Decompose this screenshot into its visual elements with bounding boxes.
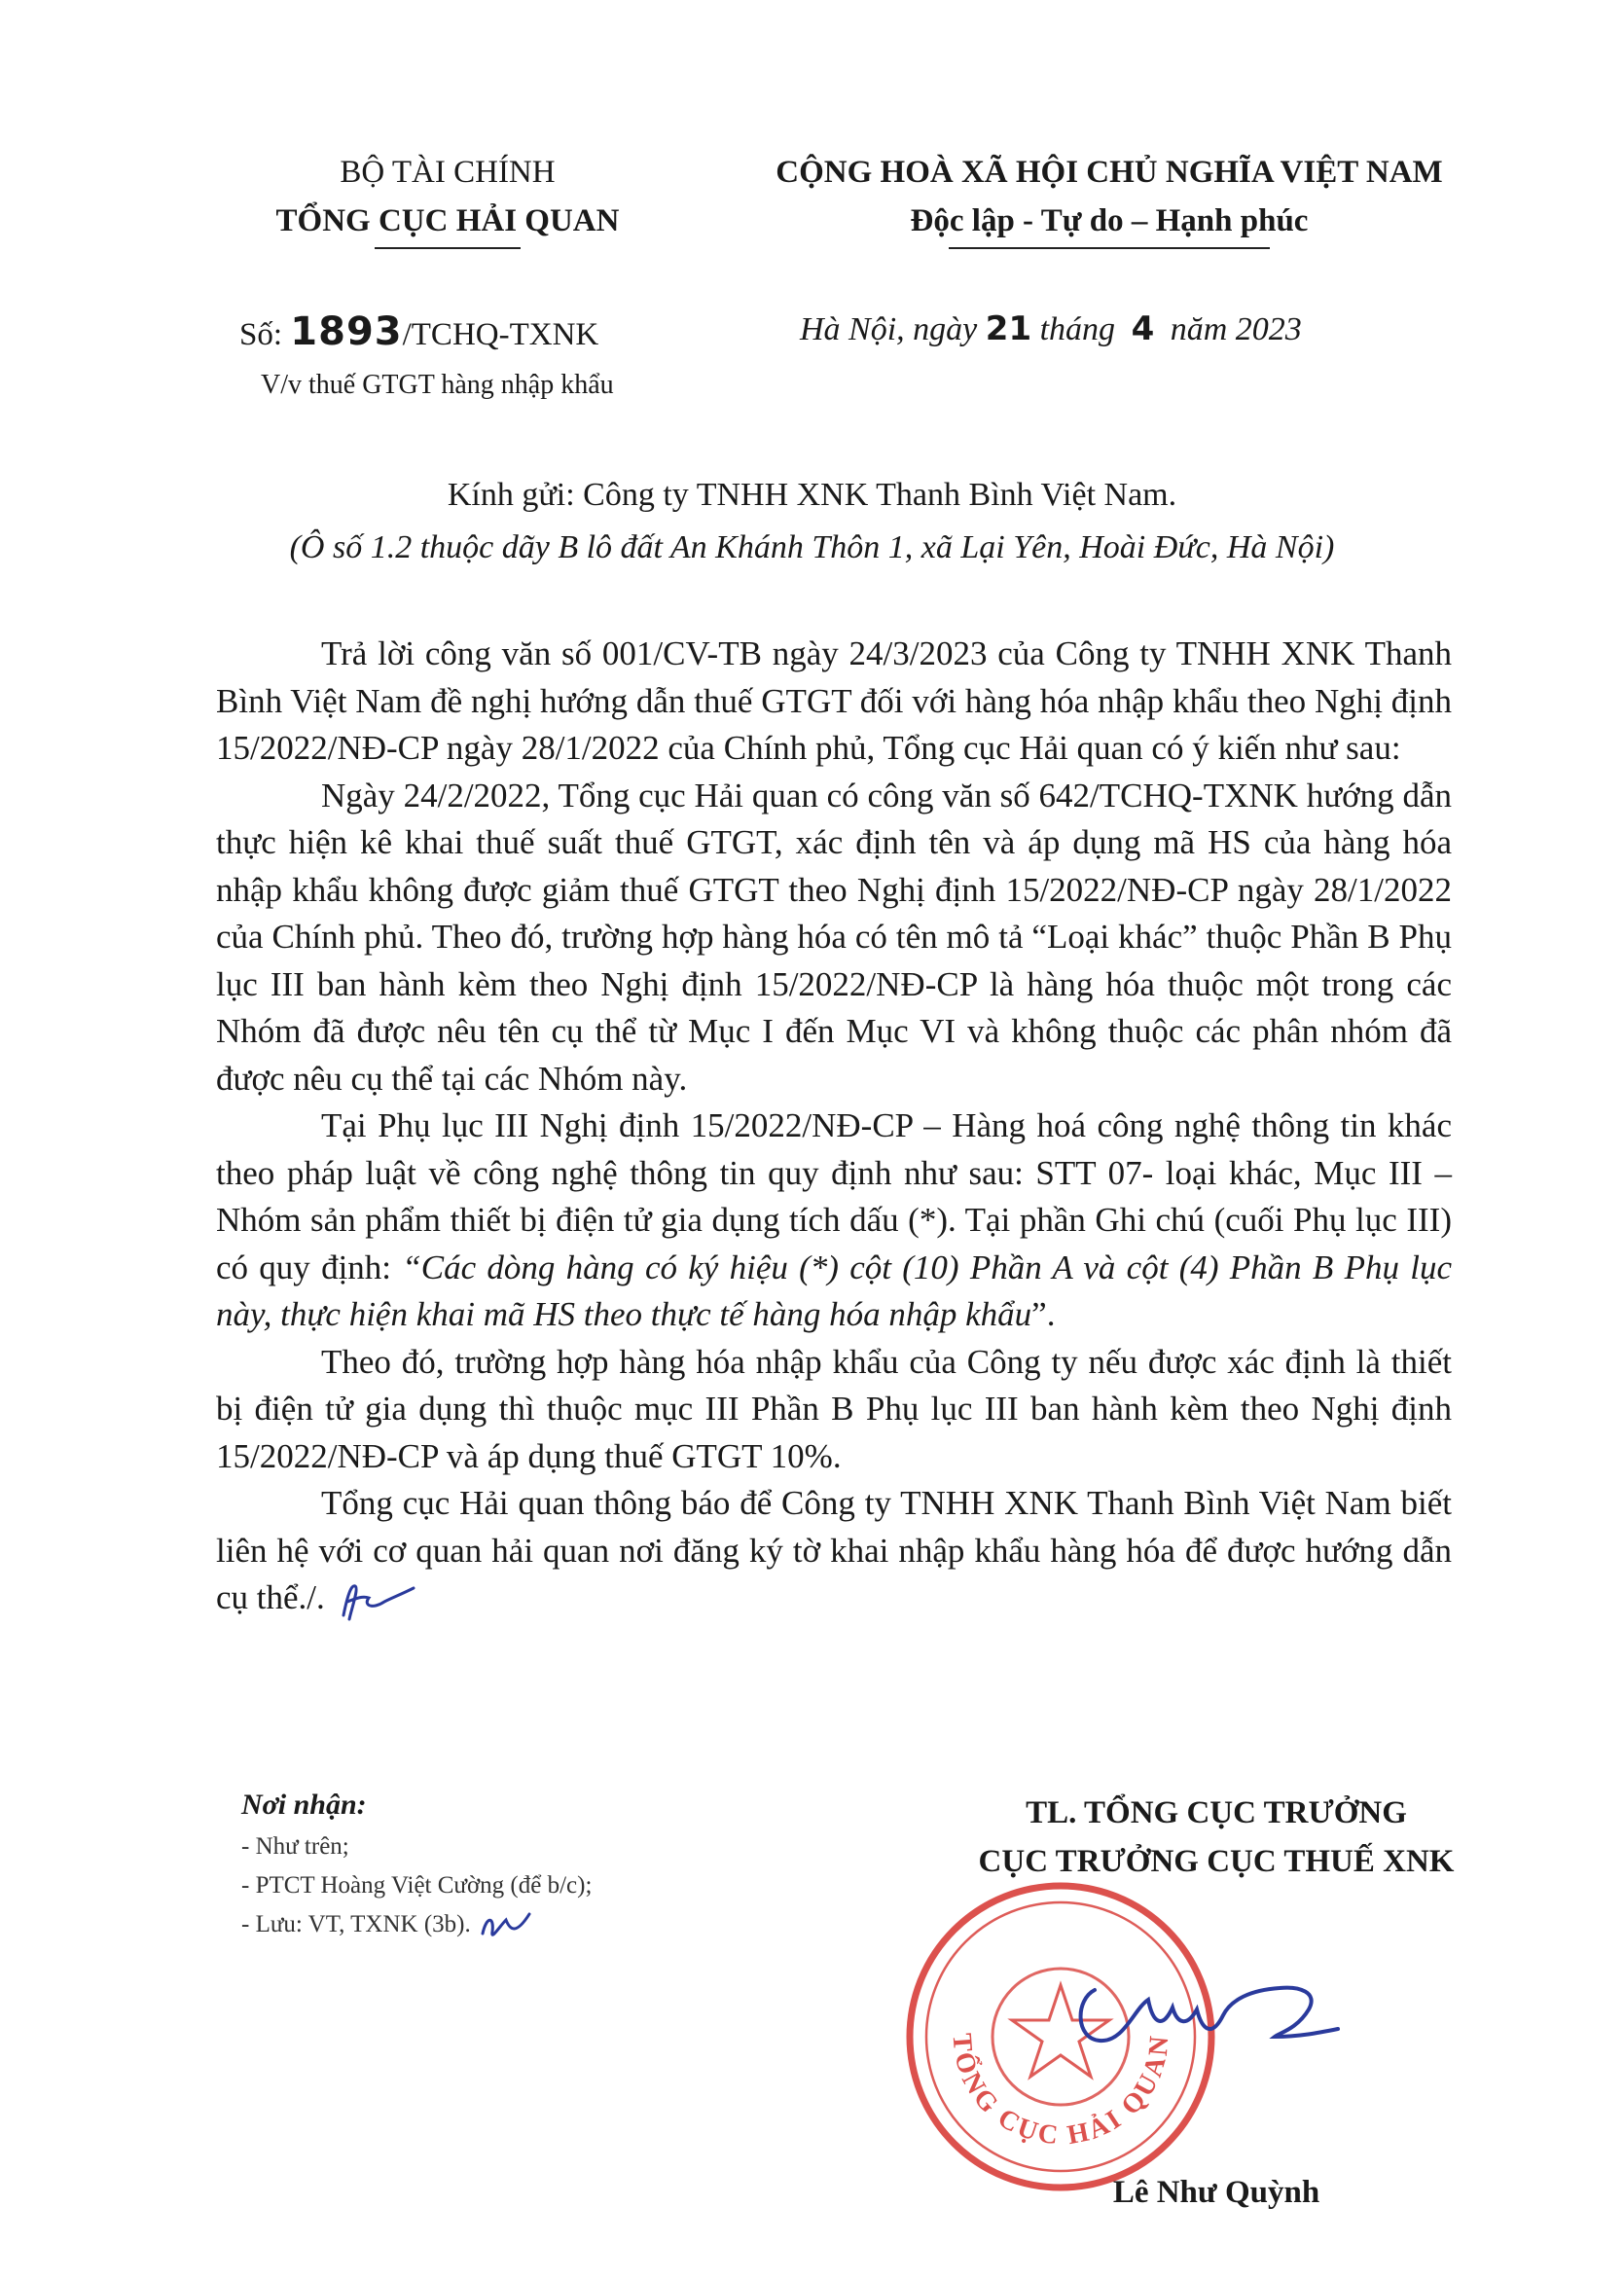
issuer-header bbox=[234, 148, 662, 249]
number-suffix: /TCHQ-TXNK bbox=[402, 317, 599, 352]
document-subject: V/v thuế GTGT hàng nhập khẩu bbox=[261, 370, 614, 400]
paragraph-5 bbox=[216, 1480, 1452, 1625]
paragraph-3-text: Tại Phụ lục III Nghị định 15/2022/NĐ-CP – Hàng hoá công nghệ thông tin khác theo pháp luật về công nghệ thông tin quy định như sau: STT 07- loại khác, Mục III – Nhóm sản phẩm thiết bị điện tử gia dụng tích dấu (*). Tại phần Ghi chú (cuối Phụ lục III) có quy định: bbox=[216, 1106, 1452, 1286]
number-prefix: Số: bbox=[239, 317, 283, 352]
distribution-item: - PTCT Hoàng Việt Cường (để b/c); bbox=[241, 1872, 593, 1899]
distribution-title: Nơi nhận: bbox=[241, 1789, 367, 1821]
paragraph-3-end: ”. bbox=[1031, 1295, 1056, 1333]
date-month-label: tháng bbox=[1039, 311, 1116, 347]
number-value: 1893 bbox=[290, 309, 403, 354]
national-motto: Độc lập - Tự do – Hạnh phúc bbox=[910, 203, 1309, 238]
paragraph-5-text: Tổng cục Hải quan thông báo để Công ty TNHH XNK Thanh Bình Việt Nam biết liên hệ với cơ quan hải quan nơi đăng ký tờ khai nhập khẩu hàng hóa để được hướng dẫn cụ thể./. bbox=[216, 1484, 1452, 1616]
paragraph-1: Trả lời công văn số 001/CV-TB ngày 24/3/2023 của Công ty TNHH XNK Thanh Bình Việt Nam đề nghị hướng dẫn thuế GTGT đối với hàng hóa nhập khẩu theo Nghị định 15/2022/NĐ-CP ngày 28/1/2022 của Chính phủ, Tổng cục Hải quan có ý kiến như sau: bbox=[216, 634, 1452, 767]
signer-title bbox=[905, 1789, 1528, 1886]
header-divider bbox=[375, 247, 521, 249]
seal-text: TỔNG CỤC HẢI QUAN bbox=[946, 2032, 1175, 2152]
initial-mark-icon bbox=[334, 1576, 421, 1625]
signer-position: CỤC TRƯỞNG CỤC THUẾ XNK bbox=[978, 1844, 1455, 1879]
distribution-item: - Như trên; bbox=[241, 1833, 349, 1860]
ministry-name: BỘ TÀI CHÍNH bbox=[340, 155, 556, 190]
recipient-address: (Ô số 1.2 thuộc dãy B lô đất An Khánh Thôn 1, xã Lại Yên, Hoài Đức, Hà Nội) bbox=[289, 529, 1335, 565]
distribution-item bbox=[241, 1905, 728, 1945]
paragraph-3-quote: “Các dòng hàng có ký hiệu (*) cột (10) Phần A và cột (4) Phần B Phụ lục này, thực hiện khai mã HS theo thực tế hàng hóa nhập khẩu bbox=[216, 1248, 1452, 1333]
document-date bbox=[800, 309, 1302, 348]
paragraph-2: Ngày 24/2/2022, Tổng cục Hải quan có công văn số 642/TCHQ-TXNK hướng dẫn thực hiện kê khai thuế suất thuế GTGT, xác định tên và áp dụng mã HS của hàng hóa nhập khẩu không được giảm thuế GTGT theo Nghị định 15/2022/NĐ-CP ngày 28/1/2022 của Chính phủ. Theo đó, trường hợp hàng hóa có tên mô tả “Loại khác” thuộc Phần B Phụ lục III ban hành kèm theo Nghị định 15/2022/NĐ-CP là hàng hóa thuộc một trong các Nhóm đã được nêu tên cụ thể từ Mục I đến Mục VI và không thuộc các phân nhóm đã được nêu cụ thể tại các Nhóm này. bbox=[216, 776, 1452, 1098]
department-name: TỔNG CỤC HẢI QUAN bbox=[275, 203, 620, 238]
distribution-item-text: - Lưu: VT, TXNK (3b). bbox=[241, 1911, 471, 1937]
signer-name: Lê Như Quỳnh bbox=[1112, 2175, 1320, 2210]
signature-icon bbox=[1056, 1932, 1348, 2078]
date-day: 21 bbox=[985, 309, 1032, 348]
signer-authority: TL. TỔNG CỤC TRƯỞNG bbox=[1026, 1795, 1407, 1830]
document-number bbox=[239, 309, 598, 354]
recipient-line: Kính gửi: Công ty TNHH XNK Thanh Bình Việt Nam. bbox=[447, 477, 1177, 513]
motto-divider bbox=[949, 247, 1270, 249]
letter-body bbox=[216, 631, 1452, 1625]
distribution-list bbox=[241, 1789, 728, 1945]
country-name: CỘNG HOÀ XÃ HỘI CHỦ NGHĨA VIỆT NAM bbox=[776, 155, 1443, 190]
paragraph-3 bbox=[216, 1103, 1452, 1339]
national-header bbox=[720, 148, 1498, 249]
date-year: năm 2023 bbox=[1170, 311, 1302, 347]
date-place: Hà Nội, ngày bbox=[800, 311, 978, 347]
date-month: 4 bbox=[1131, 309, 1155, 348]
archive-initial-icon bbox=[477, 1906, 535, 1945]
paragraph-4: Theo đó, trường hợp hàng hóa nhập khẩu của Công ty nếu được xác định là thiết bị điện tử gia dụng thì thuộc mục III Phần B Phụ lục III ban hành kèm theo Nghị định 15/2022/NĐ-CP và áp dụng thuế GTGT 10%. bbox=[216, 1342, 1452, 1475]
